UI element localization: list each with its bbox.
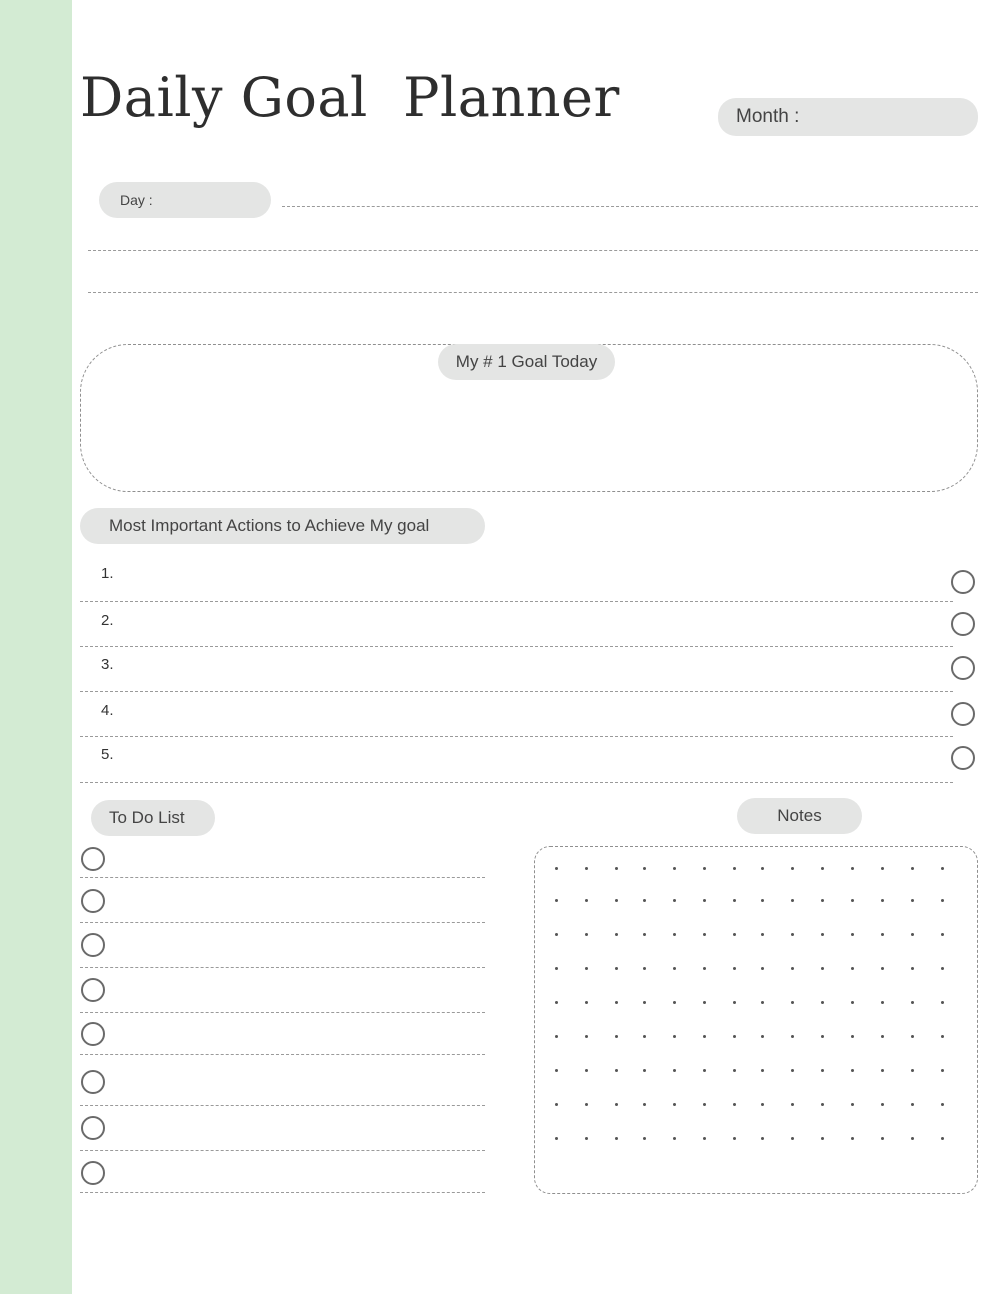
grid-dot — [703, 1069, 706, 1072]
grid-dot — [615, 899, 618, 902]
action-writing-line[interactable] — [80, 691, 953, 692]
todo-checkbox[interactable] — [81, 933, 105, 957]
action-number: 3. — [101, 656, 114, 673]
todo-checkbox[interactable] — [81, 1116, 105, 1140]
grid-dot — [703, 1137, 706, 1140]
goal-heading — [438, 344, 615, 380]
day-writing-line[interactable] — [282, 206, 978, 207]
grid-dot — [851, 899, 854, 902]
grid-dot — [941, 1137, 944, 1140]
grid-dot — [791, 867, 794, 870]
grid-dot — [881, 933, 884, 936]
grid-dot — [911, 899, 914, 902]
grid-dot — [911, 1069, 914, 1072]
actions-label: Most Important Actions to Achieve My goal — [109, 516, 430, 535]
grid-dot — [821, 1069, 824, 1072]
grid-dot — [851, 1137, 854, 1140]
grid-dot — [911, 967, 914, 970]
grid-dot — [941, 1103, 944, 1106]
grid-dot — [555, 1069, 558, 1072]
grid-dot — [821, 1035, 824, 1038]
day-field[interactable] — [99, 182, 271, 218]
grid-dot — [733, 867, 736, 870]
action-writing-line[interactable] — [80, 601, 953, 602]
day-writing-line[interactable] — [88, 250, 978, 251]
grid-dot — [941, 967, 944, 970]
grid-dot — [733, 933, 736, 936]
grid-dot — [821, 1001, 824, 1004]
grid-dot — [585, 899, 588, 902]
action-checkbox[interactable] — [951, 702, 975, 726]
todo-heading — [91, 800, 215, 836]
grid-dot — [643, 867, 646, 870]
grid-dot — [673, 899, 676, 902]
grid-dot — [585, 967, 588, 970]
todo-checkbox[interactable] — [81, 1161, 105, 1185]
todo-checkbox[interactable] — [81, 978, 105, 1002]
todo-checkbox[interactable] — [81, 1022, 105, 1046]
grid-dot — [643, 933, 646, 936]
grid-dot — [733, 1137, 736, 1140]
grid-dot — [791, 1137, 794, 1140]
grid-dot — [615, 1069, 618, 1072]
month-label: Month : — [736, 106, 800, 127]
grid-dot — [555, 1001, 558, 1004]
grid-dot — [615, 933, 618, 936]
grid-dot — [673, 1001, 676, 1004]
grid-dot — [615, 1137, 618, 1140]
todo-writing-line[interactable] — [80, 922, 485, 923]
action-checkbox[interactable] — [951, 656, 975, 680]
grid-dot — [941, 933, 944, 936]
todo-writing-line[interactable] — [80, 1012, 485, 1013]
grid-dot — [643, 1001, 646, 1004]
grid-dot — [643, 1069, 646, 1072]
sidebar-accent — [0, 0, 72, 1294]
grid-dot — [643, 967, 646, 970]
grid-dot — [911, 1103, 914, 1106]
grid-dot — [585, 1069, 588, 1072]
grid-dot — [761, 967, 764, 970]
grid-dot — [673, 967, 676, 970]
grid-dot — [615, 1035, 618, 1038]
grid-dot — [643, 1137, 646, 1140]
grid-dot — [791, 967, 794, 970]
grid-dot — [733, 1001, 736, 1004]
grid-dot — [881, 1035, 884, 1038]
grid-dot — [911, 1137, 914, 1140]
grid-dot — [941, 1069, 944, 1072]
grid-dot — [703, 899, 706, 902]
grid-dot — [881, 1001, 884, 1004]
grid-dot — [585, 933, 588, 936]
grid-dot — [791, 933, 794, 936]
grid-dot — [673, 1035, 676, 1038]
grid-dot — [791, 1069, 794, 1072]
grid-dot — [703, 867, 706, 870]
todo-checkbox[interactable] — [81, 847, 105, 871]
todo-checkbox[interactable] — [81, 1070, 105, 1094]
grid-dot — [733, 967, 736, 970]
grid-dot — [673, 1069, 676, 1072]
action-writing-line[interactable] — [80, 782, 953, 783]
grid-dot — [791, 1001, 794, 1004]
notes-dot-grid[interactable] — [534, 846, 978, 1194]
grid-dot — [555, 899, 558, 902]
grid-dot — [911, 1001, 914, 1004]
grid-dot — [941, 1035, 944, 1038]
day-label: Day : — [120, 192, 153, 208]
grid-dot — [673, 1137, 676, 1140]
grid-dot — [761, 933, 764, 936]
action-number: 2. — [101, 612, 114, 629]
grid-dot — [555, 1103, 558, 1106]
grid-dot — [881, 967, 884, 970]
grid-dot — [761, 1069, 764, 1072]
todo-writing-line[interactable] — [80, 1105, 485, 1106]
grid-dot — [881, 867, 884, 870]
grid-dot — [555, 933, 558, 936]
grid-dot — [761, 1137, 764, 1140]
grid-dot — [703, 933, 706, 936]
grid-dot — [615, 1001, 618, 1004]
grid-dot — [615, 867, 618, 870]
month-field[interactable] — [718, 98, 978, 136]
grid-dot — [911, 933, 914, 936]
grid-dot — [851, 867, 854, 870]
action-number: 4. — [101, 702, 114, 719]
todo-writing-line[interactable] — [80, 967, 485, 968]
todo-label: To Do List — [109, 808, 185, 827]
grid-dot — [821, 933, 824, 936]
grid-dot — [761, 1035, 764, 1038]
grid-dot — [733, 1035, 736, 1038]
grid-dot — [761, 1103, 764, 1106]
grid-dot — [911, 867, 914, 870]
grid-dot — [673, 1103, 676, 1106]
action-checkbox[interactable] — [951, 612, 975, 636]
action-writing-line[interactable] — [80, 736, 953, 737]
todo-writing-line[interactable] — [80, 1192, 485, 1193]
grid-dot — [555, 1035, 558, 1038]
todo-writing-line[interactable] — [80, 877, 485, 878]
grid-dot — [673, 867, 676, 870]
notes-label: Notes — [777, 806, 822, 825]
grid-dot — [881, 899, 884, 902]
grid-dot — [911, 1035, 914, 1038]
grid-dot — [703, 967, 706, 970]
grid-dot — [555, 967, 558, 970]
grid-dot — [733, 1103, 736, 1106]
grid-dot — [791, 1103, 794, 1106]
grid-dot — [703, 1035, 706, 1038]
goal-label: My # 1 Goal Today — [455, 352, 598, 371]
action-number: 5. — [101, 746, 114, 763]
grid-dot — [585, 1035, 588, 1038]
todo-writing-line[interactable] — [80, 1054, 485, 1055]
grid-dot — [821, 967, 824, 970]
grid-dot — [791, 1035, 794, 1038]
grid-dot — [585, 1001, 588, 1004]
grid-dot — [643, 899, 646, 902]
grid-dot — [585, 867, 588, 870]
action-checkbox[interactable] — [951, 746, 975, 770]
grid-dot — [703, 1001, 706, 1004]
grid-dot — [851, 1035, 854, 1038]
grid-dot — [821, 867, 824, 870]
grid-dot — [585, 1103, 588, 1106]
grid-dot — [881, 1069, 884, 1072]
page-title: Daily Goal Planner — [80, 66, 620, 129]
grid-dot — [851, 1001, 854, 1004]
grid-dot — [703, 1103, 706, 1106]
grid-dot — [673, 933, 676, 936]
grid-dot — [941, 899, 944, 902]
grid-dot — [941, 1001, 944, 1004]
grid-dot — [761, 899, 764, 902]
grid-dot — [851, 1103, 854, 1106]
grid-dot — [761, 1001, 764, 1004]
grid-dot — [851, 1069, 854, 1072]
grid-dot — [643, 1103, 646, 1106]
grid-dot — [821, 1137, 824, 1140]
grid-dot — [733, 1069, 736, 1072]
grid-dot — [733, 899, 736, 902]
grid-dot — [851, 933, 854, 936]
grid-dot — [851, 967, 854, 970]
grid-dot — [643, 1035, 646, 1038]
grid-dot — [615, 1103, 618, 1106]
action-number: 1. — [101, 565, 114, 582]
actions-heading — [80, 508, 485, 544]
grid-dot — [555, 867, 558, 870]
grid-dot — [585, 1137, 588, 1140]
grid-dot — [881, 1103, 884, 1106]
grid-dot — [821, 1103, 824, 1106]
action-writing-line[interactable] — [80, 646, 953, 647]
grid-dot — [615, 967, 618, 970]
action-checkbox[interactable] — [951, 570, 975, 594]
grid-dot — [821, 899, 824, 902]
day-writing-line[interactable] — [88, 292, 978, 293]
grid-dot — [761, 867, 764, 870]
todo-checkbox[interactable] — [81, 889, 105, 913]
grid-dot — [941, 867, 944, 870]
grid-dot — [791, 899, 794, 902]
todo-writing-line[interactable] — [80, 1150, 485, 1151]
notes-heading — [737, 798, 862, 834]
grid-dot — [555, 1137, 558, 1140]
grid-dot — [881, 1137, 884, 1140]
